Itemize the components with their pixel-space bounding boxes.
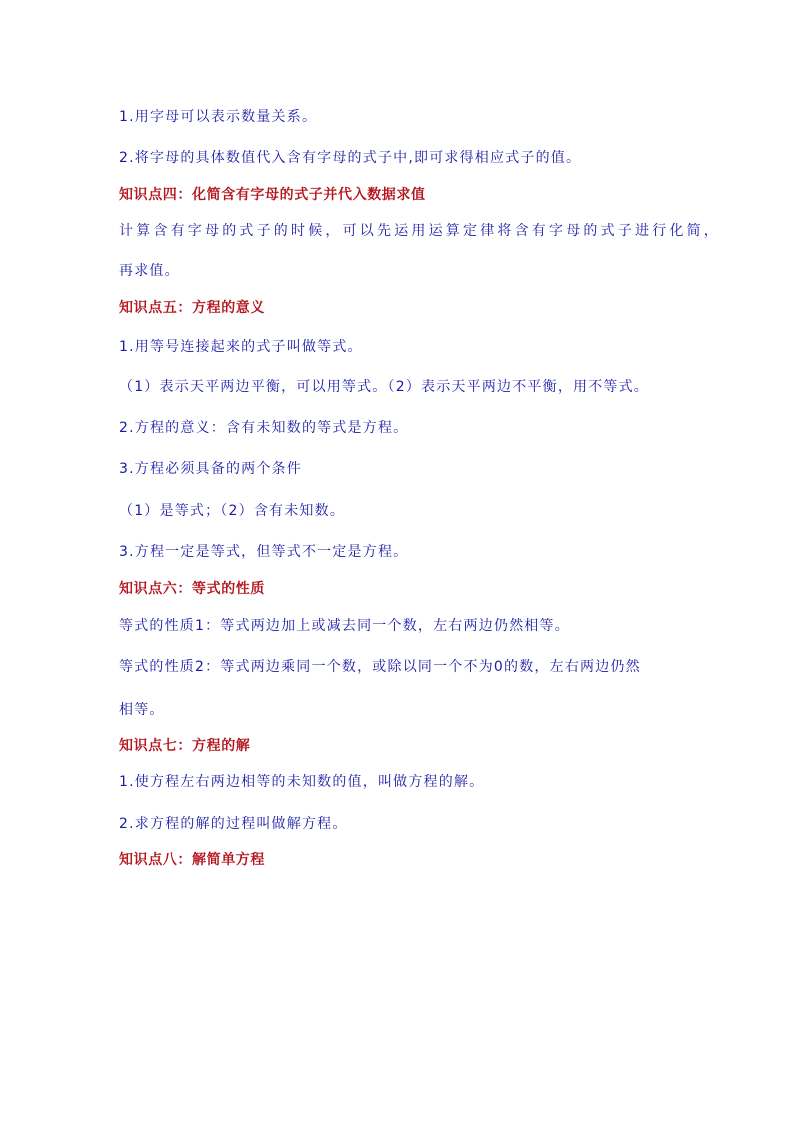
text-line: 3.方程必须具备的两个条件 xyxy=(119,461,302,477)
text-line: 1.使方程左右两边相等的未知数的值，叫做方程的解。 xyxy=(119,774,485,790)
section-heading: 知识点四：化简含有字母的式子并代入数据求值 xyxy=(119,187,426,203)
text-line: 相等。 xyxy=(119,702,165,718)
text-line: 2.求方程的解的过程叫做解方程。 xyxy=(119,816,348,832)
section-heading: 知识点八：解简单方程 xyxy=(119,852,265,868)
text-line: （1）表示天平两边平衡，可以用等式。（2）表示天平两边不平衡，用不等式。 xyxy=(119,379,650,395)
text-line: 2.方程的意义：含有未知数的等式是方程。 xyxy=(119,420,409,436)
text-line: （1）是等式；（2）含有未知数。 xyxy=(119,503,346,519)
text-line: 等式的性质1：等式两边加上或减去同一个数，左右两边仍然相等。 xyxy=(119,618,570,634)
text-line: 1.用字母可以表示数量关系。 xyxy=(119,109,318,125)
section-heading: 知识点七：方程的解 xyxy=(119,738,251,754)
text-line: 等式的性质2：等式两边乘同一个数，或除以同一个不为0的数，左右两边仍然 xyxy=(119,659,641,675)
text-line: 计算含有字母的式子的时候，可以先运用运算定律将含有字母的式子进行化简， xyxy=(119,223,721,239)
text-line: 再求值。 xyxy=(119,263,180,279)
text-line: 2.将字母的具体数值代入含有字母的式子中,即可求得相应式子的值。 xyxy=(119,150,582,166)
text-line: 3.方程一定是等式，但等式不一定是方程。 xyxy=(119,544,409,560)
text-line: 1.用等号连接起来的式子叫做等式。 xyxy=(119,339,363,355)
section-heading: 知识点六：等式的性质 xyxy=(119,581,265,597)
section-heading: 知识点五：方程的意义 xyxy=(119,300,265,316)
